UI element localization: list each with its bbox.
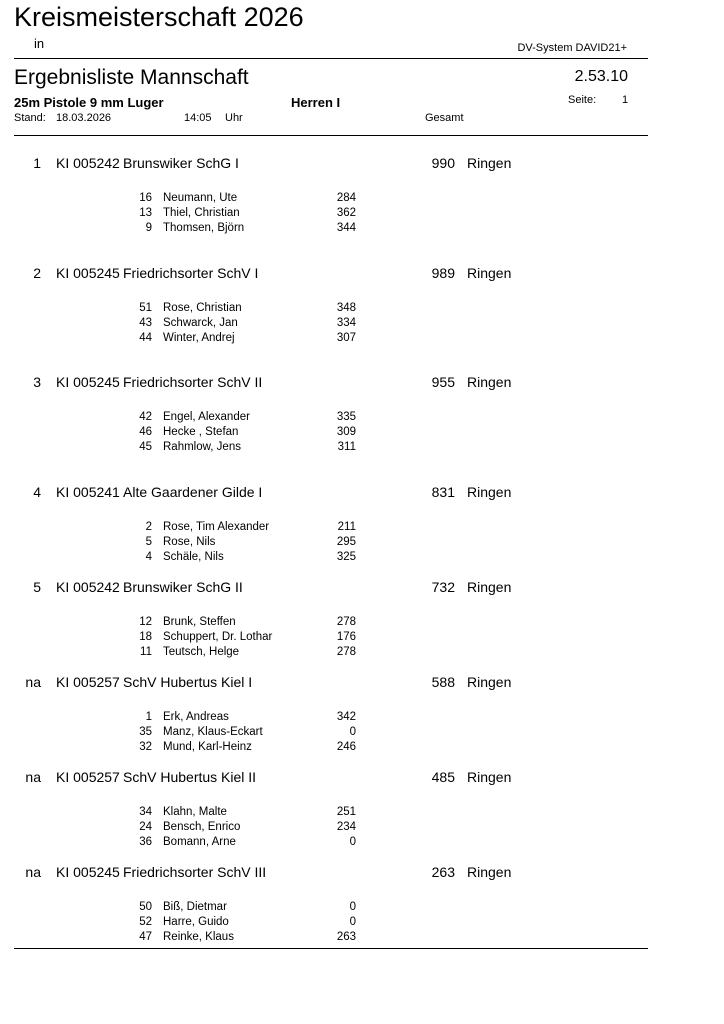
team-club-id: KI 005245 [56,864,120,880]
team-rank: na [25,674,41,690]
team-club-id: KI 005241 [56,484,120,500]
member-name: Winter, Andrej [163,332,235,344]
member-row [0,207,724,222]
member-number: 4 [145,551,152,563]
team-total: 485 [431,769,455,785]
member-number: 51 [139,302,152,314]
team-total: 732 [431,579,455,595]
member-number: 47 [139,931,152,943]
member-name: Teutsch, Helge [163,646,240,658]
system-label: DV-System DAVID21+ [517,42,627,54]
member-row [0,521,724,536]
member-row [0,536,724,551]
team-rank: 1 [33,155,41,171]
member-number: 42 [139,411,152,423]
team-unit: Ringen [467,155,512,171]
member-name: Schwarck, Jan [163,317,238,329]
member-score: 334 [336,317,356,329]
member-name: Neumann, Ute [163,192,238,204]
member-number: 12 [139,616,152,628]
page-number: 1 [622,94,629,106]
team-rank: 3 [33,374,41,390]
team-name: Alte Gaardener Gilde I [123,484,263,500]
member-name: Schäle, Nils [163,551,224,563]
team-club-id: KI 005245 [56,265,120,281]
member-row [0,821,724,836]
member-row [0,916,724,931]
member-name: Mund, Karl-Heinz [163,741,252,753]
team-name: SchV Hubertus Kiel II [123,769,257,785]
member-name: Reinke, Klaus [163,931,234,943]
member-score: 263 [336,931,356,943]
member-score: 307 [336,332,356,344]
member-name: Thomsen, Björn [163,222,245,234]
member-name: Rose, Nils [163,536,216,548]
team-rank: 2 [33,265,41,281]
member-number: 5 [145,536,152,548]
member-number: 2 [145,521,152,533]
team-club-id: KI 005257 [56,674,120,690]
header-divider [14,58,648,59]
member-number: 44 [139,332,152,344]
team-total: 990 [431,155,455,171]
member-score: 211 [337,521,356,533]
footer-divider [14,948,648,949]
team-unit: Ringen [467,579,512,595]
member-number: 45 [139,441,152,453]
member-number: 16 [139,192,152,204]
member-row [0,741,724,756]
member-number: 35 [139,726,152,738]
member-row [0,726,724,741]
member-number: 34 [139,806,152,818]
team-total: 955 [431,374,455,390]
member-number: 50 [139,901,152,913]
member-name: Schuppert, Dr. Lothar [163,631,273,643]
member-score: 0 [349,916,356,928]
member-name: Hecke , Stefan [163,426,239,438]
member-row [0,646,724,661]
team-club-id: KI 005242 [56,155,120,171]
member-name: Rose, Christian [163,302,242,314]
member-score: 325 [336,551,356,563]
stand-label: Stand: [14,112,46,124]
member-row [0,426,724,441]
member-score: 311 [337,441,356,453]
member-row [0,901,724,916]
member-number: 32 [139,741,152,753]
team-rank: 5 [33,579,41,595]
member-number: 11 [140,646,152,658]
team-club-id: KI 005257 [56,769,120,785]
team-total: 989 [431,265,455,281]
member-score: 348 [336,302,356,314]
member-score: 278 [336,616,356,628]
member-number: 43 [139,317,152,329]
team-unit: Ringen [467,484,512,500]
member-number: 9 [145,222,152,234]
member-name: Engel, Alexander [163,411,250,423]
team-rank: na [25,769,41,785]
team-name: Brunswiker SchG I [123,155,239,171]
stand-time: 14:05 [184,112,212,124]
team-total: 588 [431,674,455,690]
member-row [0,551,724,566]
member-score: 342 [336,711,356,723]
member-row [0,631,724,646]
member-score: 246 [336,741,356,753]
stand-unit: Uhr [225,112,243,124]
member-score: 362 [336,207,356,219]
member-score: 176 [336,631,356,643]
member-number: 24 [139,821,152,833]
member-row [0,806,724,821]
member-row [0,711,724,726]
member-number: 18 [139,631,152,643]
team-name: Friedrichsorter SchV II [123,374,263,390]
member-name: Bomann, Arne [163,836,236,848]
member-row [0,192,724,207]
member-name: Thiel, Christian [163,207,240,219]
member-score: 284 [336,192,356,204]
team-rank: na [25,864,41,880]
team-name: Friedrichsorter SchV I [123,265,259,281]
member-row [0,222,724,237]
member-row [0,317,724,332]
member-score: 0 [349,726,356,738]
member-name: Bensch, Enrico [163,821,241,833]
list-title: Ergebnisliste Mannschaft [14,66,249,89]
member-score: 295 [336,536,356,548]
member-name: Manz, Klaus-Eckart [163,726,263,738]
discipline-label: 25m Pistole 9 mm Luger [14,95,164,110]
team-name: Brunswiker SchG II [123,579,243,595]
team-unit: Ringen [467,864,512,880]
member-name: Harre, Guido [163,916,229,928]
team-name: SchV Hubertus Kiel I [123,674,253,690]
member-row [0,931,724,946]
member-number: 36 [139,836,152,848]
member-row [0,616,724,631]
member-score: 234 [336,821,356,833]
member-row [0,836,724,851]
member-name: Brunk, Steffen [163,616,236,628]
version-number: 2.53.10 [574,68,628,85]
member-row [0,441,724,456]
member-score: 335 [336,411,356,423]
member-name: Rahmlow, Jens [163,441,241,453]
stand-date: 18.03.2026 [56,112,112,124]
member-score: 0 [349,836,356,848]
team-name: Friedrichsorter SchV III [123,864,267,880]
team-total: 263 [431,864,455,880]
class-label: Herren I [291,95,341,110]
member-number: 52 [139,916,152,928]
member-score: 0 [349,901,356,913]
in-label: in [34,36,45,51]
page-label: Seite: [568,94,597,106]
member-name: Klahn, Malte [163,806,227,818]
member-score: 251 [336,806,356,818]
member-score: 309 [336,426,356,438]
member-number: 13 [139,207,152,219]
team-club-id: KI 005245 [56,374,120,390]
total-column-header: Gesamt [425,112,464,124]
team-unit: Ringen [467,374,512,390]
member-row [0,411,724,426]
member-score: 344 [336,222,356,234]
column-header-divider [14,135,648,136]
member-score: 278 [336,646,356,658]
member-name: Rose, Tim Alexander [163,521,270,533]
member-number: 46 [139,426,152,438]
team-rank: 4 [33,484,41,500]
member-name: Biß, Dietmar [163,901,227,913]
member-name: Erk, Andreas [163,711,229,723]
team-club-id: KI 005242 [56,579,120,595]
team-unit: Ringen [467,674,512,690]
team-total: 831 [431,484,455,500]
team-unit: Ringen [467,769,512,785]
team-unit: Ringen [467,265,512,281]
member-row [0,302,724,317]
member-row [0,332,724,347]
member-number: 1 [145,711,152,723]
page-title: Kreismeisterschaft 2026 [14,2,304,32]
